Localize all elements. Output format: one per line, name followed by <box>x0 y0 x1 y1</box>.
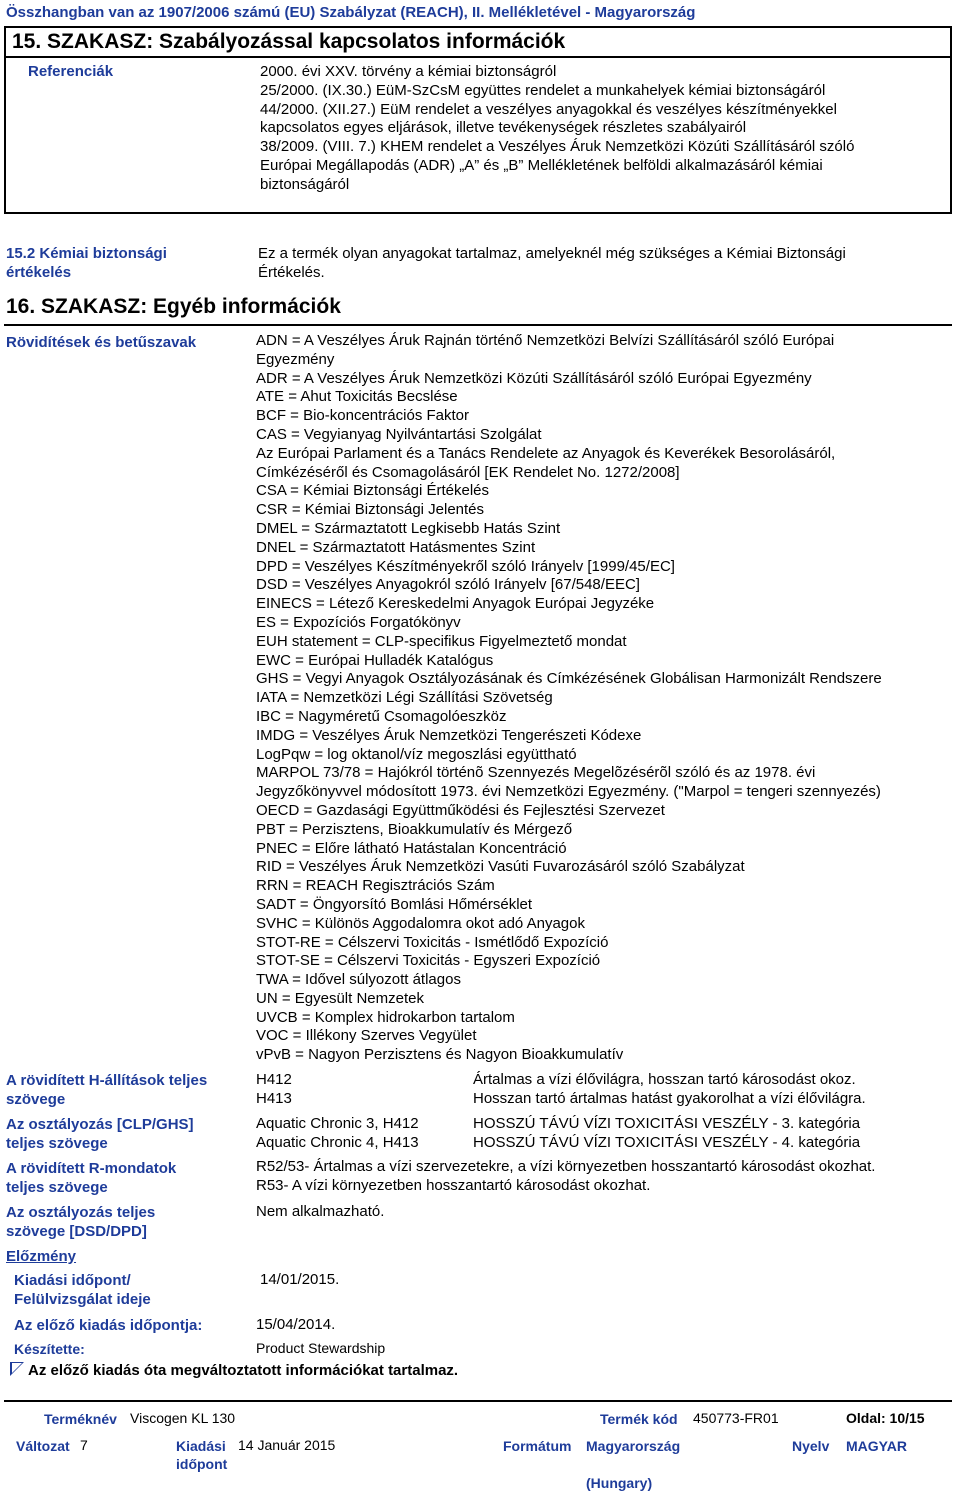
abbreviation-item: Az Európai Parlament és a Tanács Rendelete az Anyagok és Keverékek Besorolásáról, <box>256 444 836 462</box>
language-value: MAGYAR <box>846 1438 907 1454</box>
reference-line: 38/2009. (VIII. 7.) KHEM rendelet a Veszélyes Áruk Nemzetközi Közúti Szállításáról szóló <box>260 138 855 156</box>
csa-text: Értékelés. <box>258 264 325 281</box>
reference-line: 25/2000. (IX.30.) EüM-SzCsM együttes rendelet a munkahelyek kémiai biztonságáról <box>260 81 826 99</box>
abbreviation-item: CSR = Kémiai Biztonsági Jelentés <box>256 501 485 519</box>
product-name-value: Viscogen KL 130 <box>130 1410 236 1426</box>
history-label: Előzmény <box>6 1248 77 1265</box>
abbreviation-item: EWC = Európai Hulladék Katalógus <box>256 651 494 669</box>
references-label: Referenciák <box>28 63 114 80</box>
format-value: Magyarország <box>586 1438 681 1454</box>
abbreviation-item: LogPqw = log oktanol/víz megoszlási együttható <box>256 745 577 763</box>
changed-note: Az előző kiadás óta megváltoztatott információkat tartalmaz. <box>28 1362 459 1379</box>
dsd-label: Az osztályozás teljes <box>6 1204 156 1221</box>
section-16-title: 16. SZAKASZ: Egyéb információk <box>6 295 341 318</box>
abbreviation-item: TWA = Idővel súlyozott átlagos <box>256 971 461 989</box>
abbreviation-item: SVHC = Különös Aggodalomra okot adó Anyagok <box>256 914 585 932</box>
abbreviation-item: IBC = Nagyméretű Csomagolóeszköz <box>256 707 507 725</box>
previous-issue-value: 15/04/2014. <box>256 1316 336 1333</box>
reference-line: kapcsolatos egyes eljárások, illetve tevékenységek részletes szabályairól <box>260 119 747 137</box>
abbreviation-item: GHS = Vegyi Anyagok Osztályozásának és Címkézésének Globálisan Harmonizált Rendszere <box>256 670 882 688</box>
product-code-value: 450773-FR01 <box>693 1410 779 1426</box>
reference-line: Európai Megállapodás (ADR) „A” és „B” Mellékletének belföldi alkalmazásáról kémiai <box>260 157 823 174</box>
abbreviation-item: PBT = Perzisztens, Bioakkumulatív és Mérgező <box>256 820 573 838</box>
clp-text: HOSSZÚ TÁVÚ VÍZI TOXICITÁSI VESZÉLY - 4. kategória <box>473 1133 861 1151</box>
abbreviation-item: UVCB = Komplex hidrokarbon tartalom <box>256 1008 515 1026</box>
abbreviation-item: ATE = Ahut Toxicitás Becslése <box>256 388 458 406</box>
abbreviation-item: IATA = Nemzetközi Légi Szállítási Szövetség <box>256 689 553 707</box>
abbreviation-item: RID = Veszélyes Áruk Nemzetközi Vasúti Fuvarozásáról szóló Szabályzat <box>256 858 745 876</box>
issue-date-value: 14/01/2015. <box>260 1271 340 1288</box>
version-value: 7 <box>80 1437 88 1453</box>
page-footer <box>0 1400 960 1503</box>
product-name-label: Terméknév <box>44 1411 117 1427</box>
issue-date-footer-value: 14 Január 2015 <box>238 1437 336 1453</box>
abbreviation-item: ADN = A Veszélyes Áruk Rajnán történő Nemzetközi Belvízi Szállításáról szóló Európai <box>256 332 835 349</box>
abbreviation-item: UN = Egyesült Nemzetek <box>256 989 424 1007</box>
csa-label: értékelés <box>6 264 72 281</box>
abbreviation-item: Jegyzőkönyvvel módosított 1973. évi Nemzetközi Egyezmény. ("Marpol = tengeri szennyezés) <box>256 783 881 801</box>
abbreviation-item: ES = Expozíciós Forgatókönyv <box>256 613 461 631</box>
reference-line: 44/2000. (XII.27.) EüM rendelet a veszélyes anyagokkal és veszélyes készítményekkel <box>260 100 837 118</box>
section-15-title: 15. SZAKASZ: Szabályozással kapcsolatos információk <box>4 26 952 58</box>
h-code: H412 <box>256 1071 292 1088</box>
abbreviation-item: STOT-SE = Célszervi Toxicitás - Egyszeri Expozíció <box>256 952 601 970</box>
h-statements-label: A rövidített H-állítások teljes <box>6 1072 208 1089</box>
abbreviation-item: CAS = Vegyianyag Nyilvántartási Szolgálat <box>256 425 542 443</box>
abbreviation-item: EUH statement = CLP-specifikus Figyelmeztető mondat <box>256 632 627 650</box>
abbreviation-item: STOT-RE = Célszervi Toxicitás - Ismétlődő Expozíció <box>256 933 609 951</box>
dsd-text: Nem alkalmazható. <box>256 1203 385 1220</box>
section-16-rule <box>4 324 952 326</box>
abbreviation-item: IMDG = Veszélyes Áruk Nemzetközi Tengerészeti Kódexe <box>256 726 642 744</box>
issue-date-label: Kiadási időpont/ <box>14 1272 131 1289</box>
issue-date-label: Felülvizsgálat ideje <box>14 1291 151 1308</box>
abbreviation-item: vPvB = Nagyon Perzisztens és Nagyon Bioakkumulatív <box>256 1046 624 1064</box>
csa-label: 15.2 Kémiai biztonsági <box>6 245 167 262</box>
abbreviation-item: BCF = Bio-koncentrációs Faktor <box>256 407 469 425</box>
clp-label: teljes szövege <box>6 1135 108 1152</box>
abbreviation-item: EINECS = Létező Kereskedelmi Anyagok Európai Jegyzéke <box>256 595 655 613</box>
abbreviation-item: VOC = Illékony Szerves Vegyület <box>256 1027 477 1045</box>
abbreviations-list <box>256 332 946 1065</box>
reference-line: biztonságáról <box>260 175 350 193</box>
abbreviation-item: OECD = Gazdasági Együttműködési és Fejlesztési Szervezet <box>256 801 665 819</box>
document-header: Összhangban van az 1907/2006 számú (EU) Szabályzat (REACH), II. Mellékletével - Magyarország <box>6 4 696 21</box>
page-number: Oldal: 10/15 <box>846 1410 925 1426</box>
clp-text: HOSSZÚ TÁVÚ VÍZI TOXICITÁSI VESZÉLY - 3. kategória <box>473 1115 861 1132</box>
abbreviations-label: Rövidítések és betűszavak <box>6 334 197 351</box>
reference-line: 2000. évi XXV. törvény a kémiai biztonságról <box>260 63 557 80</box>
clp-code: Aquatic Chronic 4, H413 <box>256 1133 419 1151</box>
r-phrase-text: R53- A vízi környezetben hosszantartó károsodást okozhat. <box>256 1177 651 1194</box>
clp-label: Az osztályozás [CLP/GHS] <box>6 1116 194 1133</box>
abbreviation-item: SADT = Öngyorsító Bomlási Hőmérséklet <box>256 895 533 913</box>
format-value: (Hungary) <box>586 1475 653 1491</box>
abbreviation-item: DNEL = Származtatott Hatásmentes Szint <box>256 538 536 556</box>
author-value: Product Stewardship <box>256 1340 386 1356</box>
h-code: H413 <box>256 1089 292 1107</box>
abbreviation-item: RRN = REACH Regisztrációs Szám <box>256 877 495 895</box>
abbreviation-item: Egyezmény <box>256 350 335 368</box>
dsd-label: szövege [DSD/DPD] <box>6 1223 147 1240</box>
abbreviation-item: DMEL = Származtatott Legkisebb Hatás Szint <box>256 519 561 537</box>
issue-date-footer-label: időpont <box>176 1456 228 1472</box>
clp-code: Aquatic Chronic 3, H412 <box>256 1115 419 1132</box>
product-code-label: Termék kód <box>600 1411 678 1427</box>
author-label: Készítette: <box>14 1341 85 1357</box>
h-text: Hosszan tartó ártalmas hatást gyakorolhat a vízi élővilágra. <box>473 1089 866 1107</box>
abbreviation-item: PNEC = Előre látható Hatástalan Koncentráció <box>256 839 567 857</box>
abbreviation-item: CSA = Kémiai Biztonsági Értékelés <box>256 482 490 500</box>
changed-flag-icon <box>12 1363 22 1373</box>
abbreviation-item: DSD = Veszélyes Anyagokról szóló Irányelv [67/548/EEC] <box>256 576 640 594</box>
r-phrases-label: teljes szövege <box>6 1179 108 1196</box>
format-label: Formátum <box>503 1438 572 1454</box>
version-label: Változat <box>16 1438 70 1454</box>
abbreviation-item: DPD = Veszélyes Készítményekről szóló Irányelv [1999/45/EC] <box>256 557 675 575</box>
previous-issue-label: Az előző kiadás időpontja: <box>14 1317 203 1334</box>
h-statements-label: szövege <box>6 1091 66 1108</box>
abbreviation-item: MARPOL 73/78 = Hajókról történõ Szennyezés Megelõzésérõl szóló és az 1978. évi <box>256 764 816 782</box>
issue-date-footer-label: Kiadási <box>176 1438 226 1454</box>
language-label: Nyelv <box>792 1438 830 1454</box>
abbreviation-item: Címkézéséről és Csomagolásáról [EK Rendelet No. 1272/2008] <box>256 463 680 481</box>
csa-text: Ez a termék olyan anyagokat tartalmaz, amelyeknél még szükséges a Kémiai Biztonsági <box>258 245 846 262</box>
abbreviation-item: ADR = A Veszélyes Áruk Nemzetközi Közúti Szállításáról szóló Európai Egyezmény <box>256 369 812 387</box>
footer-rule <box>4 1400 952 1402</box>
h-text: Ártalmas a vízi élővilágra, hosszan tartó károsodást okoz. <box>473 1071 856 1088</box>
r-phrases-label: A rövidített R-mondatok <box>6 1160 177 1177</box>
r-phrase-text: R52/53- Ártalmas a vízi szervezetekre, a vízi környezetben hosszantartó károsodást okozhat. <box>256 1158 876 1175</box>
